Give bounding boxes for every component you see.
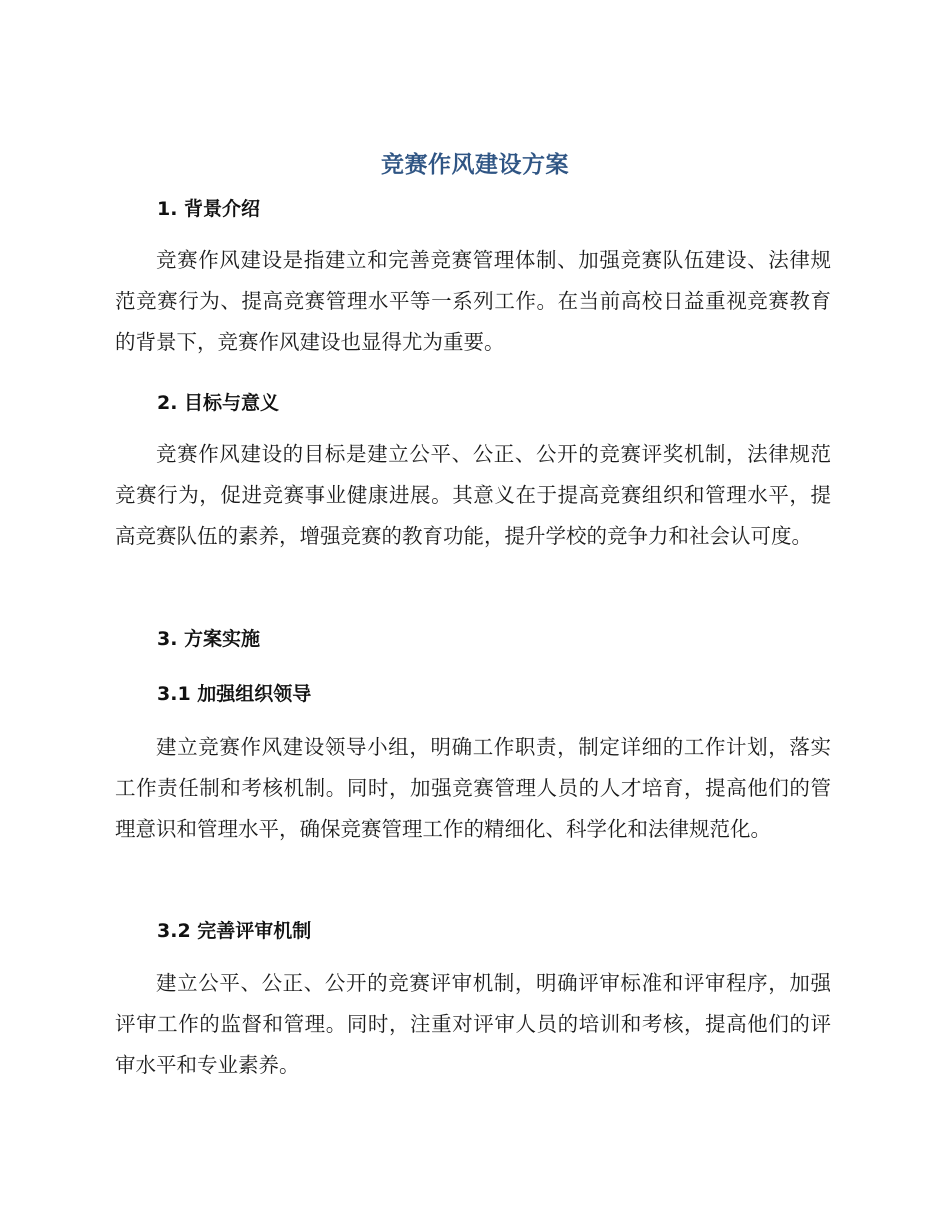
section-body-goals: 竞赛作风建设的目标是建立公平、公正、公开的竞赛评奖机制，法律规范竞赛行为，促进竞赛事业健康进展。其意义在于提高竞赛组织和管理水平，提高竞赛队伍的素养，增强竞赛的教育功能，提升学校的竞争力和社会认可度。 [115,442,831,548]
section-body-organization: 建立竞赛作风建设领导小组，明确工作职责，制定详细的工作计划，落实工作责任制和考核机制。同时，加强竞赛管理人员的人才培育，提高他们的管理意识和管理水平，确保竞赛管理工作的精细化、科学化和法律规范化。 [115,735,831,841]
section-heading-review: 3.2 完善评审机制 [157,920,312,942]
section-body-review: 建立公平、公正、公开的竞赛评审机制，明确评审标准和评审程序，加强评审工作的监督和管理。同时，注重对评审人员的培训和考核，提高他们的评审水平和专业素养。 [115,971,831,1077]
section-heading-implementation: 3. 方案实施 [157,628,261,650]
section-heading-goals: 2. 目标与意义 [157,392,280,414]
section-heading-organization: 3.1 加强组织领导 [157,683,312,705]
document-title: 竞赛作风建设方案 [381,152,569,178]
section-heading-background: 1. 背景介绍 [157,198,261,220]
section-body-background: 竞赛作风建设是指建立和完善竞赛管理体制、加强竞赛队伍建设、法律规范竞赛行为、提高竞赛管理水平等一系列工作。在当前高校日益重视竞赛教育的背景下，竞赛作风建设也显得尤为重要。 [115,248,831,354]
